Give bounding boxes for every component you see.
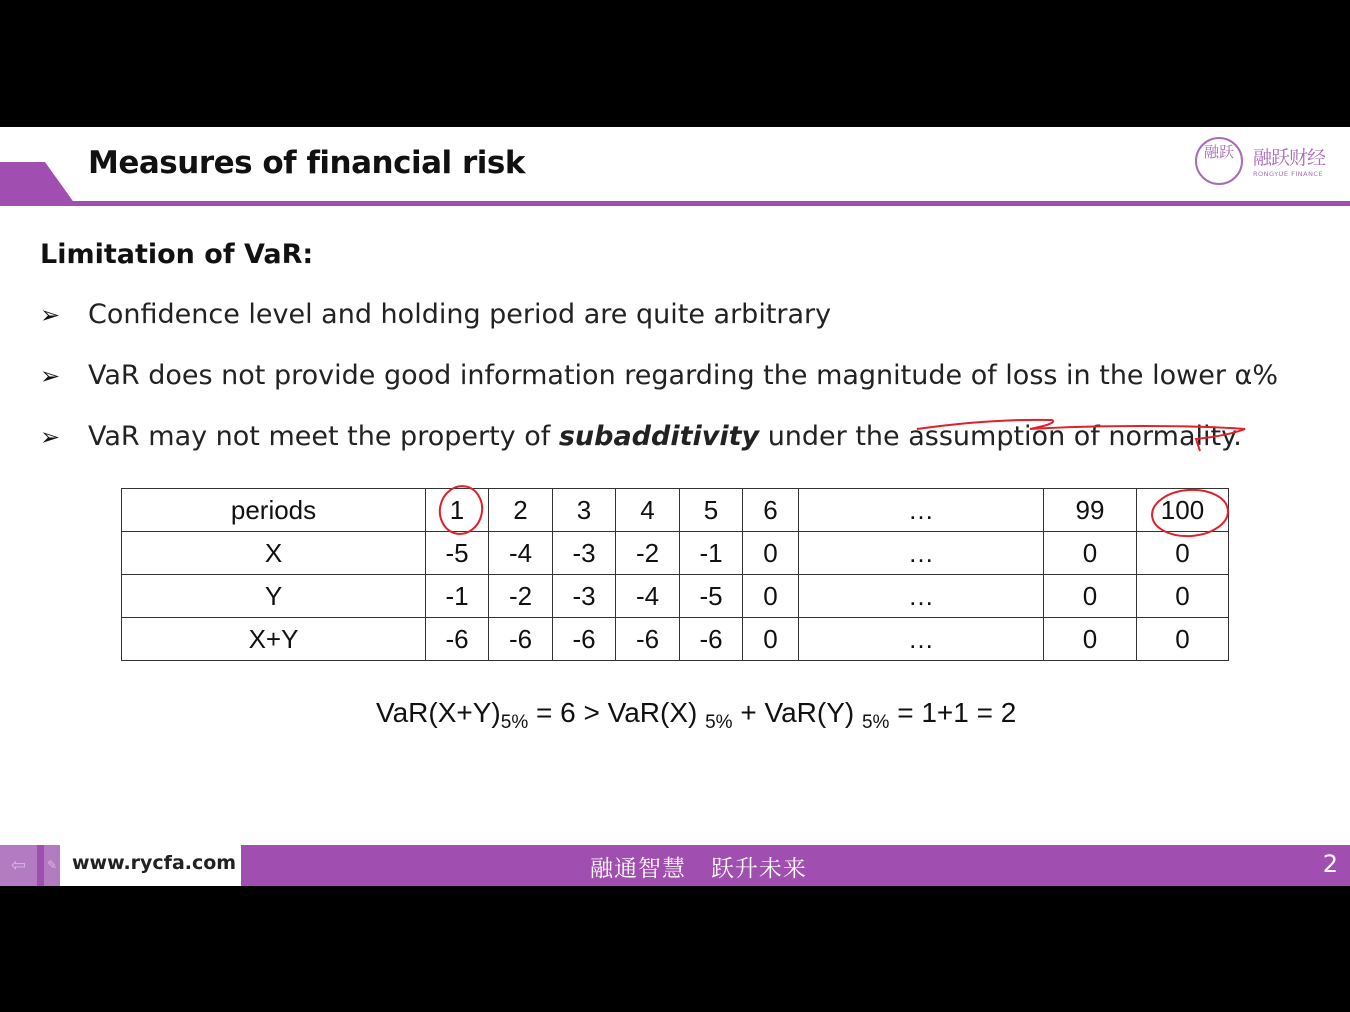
formula-part: + VaR(Y) [732,697,862,728]
table-cell: 99 [1044,489,1137,532]
table-row [122,489,1229,532]
pen-icon[interactable]: ✎ [44,845,60,886]
arrow-bullet-icon: ➢ [40,423,61,451]
table-row [122,532,1229,575]
bullet-item [40,421,1242,452]
table-row [122,575,1229,618]
row-header-cell: periods [122,489,426,532]
logo-english-text: RONGYUE FINANCE [1253,170,1324,178]
table-cell: 1 [426,489,489,532]
table-cell: 0 [743,575,799,618]
table-cell: -2 [489,575,553,618]
table-cell: -6 [553,618,616,661]
table-cell: … [799,575,1044,618]
slide [0,127,1350,886]
table-cell: -2 [616,532,680,575]
bullet-text: under the assumption of normality. [759,421,1242,452]
table-cell: 4 [616,489,680,532]
table-cell: -1 [426,575,489,618]
table-cell: 0 [1044,532,1137,575]
table-cell: 5 [680,489,743,532]
table-cell: 0 [1137,575,1229,618]
row-header-cell: X [122,532,426,575]
subadditivity-table [121,488,1229,661]
table-cell: -4 [489,532,553,575]
table-cell: 0 [743,618,799,661]
table-cell: 0 [1044,618,1137,661]
bullet-emphasis: subadditivity [558,421,760,452]
rongyue-logo [1195,137,1335,191]
arrow-bullet-icon: ➢ [40,362,61,390]
bullet-text: VaR may not meet the property of [88,421,559,452]
table-cell: … [799,489,1044,532]
row-header-cell: Y [122,575,426,618]
table-cell: 0 [1137,618,1229,661]
formula-subscript: 5% [500,712,529,733]
row-header-cell: X+Y [122,618,426,661]
formula-part: VaR(X+Y) [376,697,501,728]
section-heading: Limitation of VaR: [40,239,314,270]
var-formula [376,697,1016,734]
table-cell: 0 [743,532,799,575]
bullet-item [40,299,831,330]
logo-seal-icon: 融跃 [1195,137,1243,185]
table-cell: … [799,532,1044,575]
table-cell: -5 [680,575,743,618]
back-arrow-icon[interactable]: ⇦ [0,845,37,886]
bullet-text: Confidence level and holding period are quite arbitrary [88,299,832,330]
footer-bar [0,845,1350,886]
logo-chinese-text: 融跃财经 [1253,147,1326,169]
formula-subscript: 5% [861,712,890,733]
table-cell: -6 [680,618,743,661]
table-cell: -3 [553,532,616,575]
formula-part: = 1+1 = 2 [889,697,1017,728]
title-tab-shape [0,162,80,204]
table-cell: 2 [489,489,553,532]
table-cell: -3 [553,575,616,618]
formula-subscript: 5% [705,712,733,733]
table-cell: -1 [680,532,743,575]
formula-part: = 6 > VaR(X) [528,697,706,728]
table-cell: 100 [1137,489,1229,532]
table-cell: 3 [553,489,616,532]
footer-slogan: 融通智慧 跃升未来 [590,856,807,882]
table-cell: -6 [426,618,489,661]
page-number: 2 [1322,850,1338,878]
bullet-item [40,360,1278,391]
table-cell: -4 [616,575,680,618]
table-cell: 0 [1044,575,1137,618]
arrow-bullet-icon: ➢ [40,301,61,329]
table-cell: -5 [426,532,489,575]
table-row [122,618,1229,661]
website-url: www.rycfa.com [72,852,237,874]
title-underline [0,201,1350,206]
table-cell: 6 [743,489,799,532]
table-cell: … [799,618,1044,661]
table-cell: -6 [616,618,680,661]
table-cell: -6 [489,618,553,661]
url-box [60,845,241,886]
table-cell: 0 [1137,532,1229,575]
bullet-text: VaR does not provide good information regarding the magnitude of loss in the lower α% [88,360,1278,391]
page-title: Measures of financial risk [88,145,525,181]
